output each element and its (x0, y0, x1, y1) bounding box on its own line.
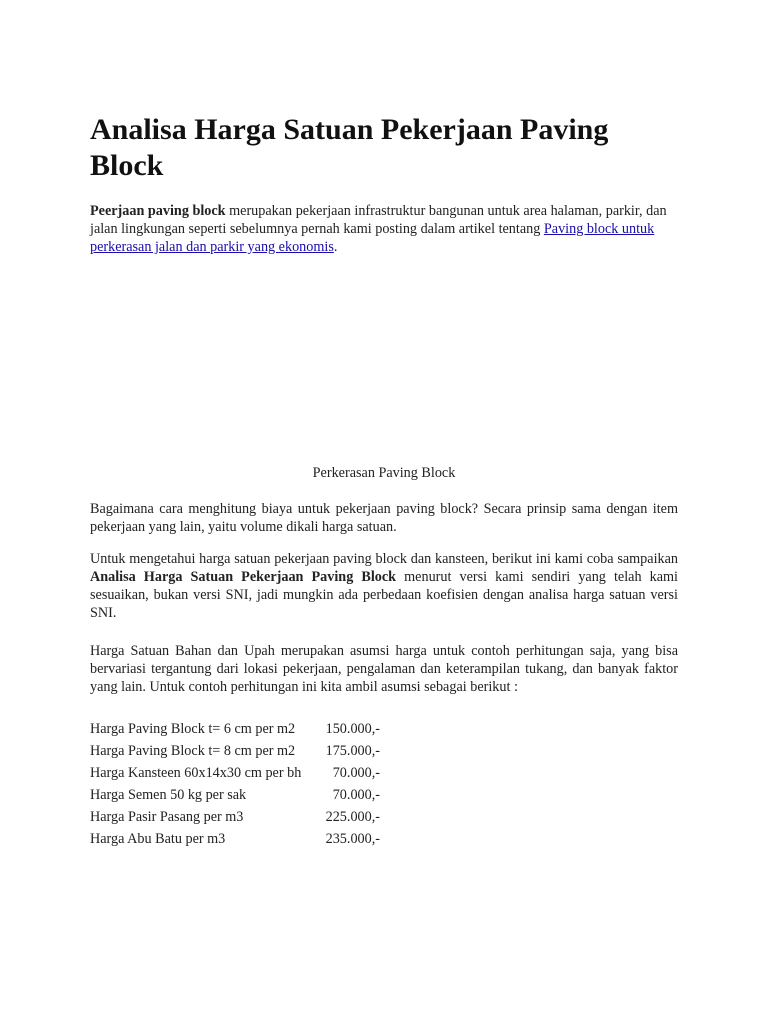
price-value: 175.000,- (325, 743, 380, 759)
intro-bold-lead: Peerjaan paving block (90, 203, 226, 219)
paving-block-article-link[interactable]: Paving block untuk perkerasan jalan dan parkir yang ekonomis (90, 221, 655, 255)
price-value: 235.000,- (325, 831, 380, 847)
paragraph-assumption: Harga Satuan Bahan dan Upah merupakan asumsi harga untuk contoh perhitungan saja, yang bisa bervariasi tergantung dari lokasi pekerjaan, pengalaman dan keterampilan tukang, dan banyak faktor yang lain. Untuk contoh perhitungan ini kita ambil asumsi sebagai berikut : (90, 643, 678, 695)
table-row (90, 784, 380, 806)
price-value: 70.000,- (332, 787, 380, 803)
paragraph-analysis (90, 550, 678, 622)
intro-text: merupakan pekerjaan infrastruktur bangunan untuk area halaman, parkir, dan jalan lingkungan seperti sebelumnya pernah kami posting dalam artikel tentang (90, 203, 667, 237)
price-item: Harga Kansteen 60x14x30 cm per bh (90, 765, 302, 781)
paragraph-calculation: Bagaimana cara menghitung biaya untuk pekerjaan paving block? Secara prinsip sama dengan item pekerjaan yang lain, yaitu volume dikali harga satuan. (90, 501, 678, 535)
table-row (90, 806, 380, 828)
price-item: Harga Abu Batu per m3 (90, 831, 226, 847)
paragraph-analysis-after: menurut versi kami sendiri yang telah kami sesuaikan, bukan versi SNI, jadi mungkin ada perbedaan koefisien dengan analisa harga satuan versi SNI. (90, 569, 678, 621)
price-value: 225.000,- (325, 809, 380, 825)
intro-paragraph (90, 202, 678, 256)
page-title: Analisa Harga Satuan Pekerjaan Paving Block (90, 113, 609, 182)
table-row (90, 718, 380, 740)
price-item: Harga Paving Block t= 6 cm per m2 (90, 721, 296, 737)
price-item: Harga Paving Block t= 8 cm per m2 (90, 743, 296, 759)
price-value: 150.000,- (325, 721, 380, 737)
price-item: Harga Pasir Pasang per m3 (90, 809, 244, 825)
paragraph-analysis-before: Untuk mengetahui harga satuan pekerjaan paving block dan kansteen, berikut ini kami coba sampaikan (90, 551, 678, 567)
intro-tail: . (333, 239, 338, 255)
table-row (90, 762, 380, 784)
table-row (90, 828, 380, 850)
table-row (90, 740, 380, 762)
price-item: Harga Semen 50 kg per sak (90, 787, 247, 803)
image-caption: Perkerasan Paving Block (312, 465, 456, 481)
price-table (90, 718, 380, 850)
price-value: 70.000,- (332, 765, 380, 781)
paragraph-analysis-bold: Analisa Harga Satuan Pekerjaan Paving Block (90, 569, 397, 585)
